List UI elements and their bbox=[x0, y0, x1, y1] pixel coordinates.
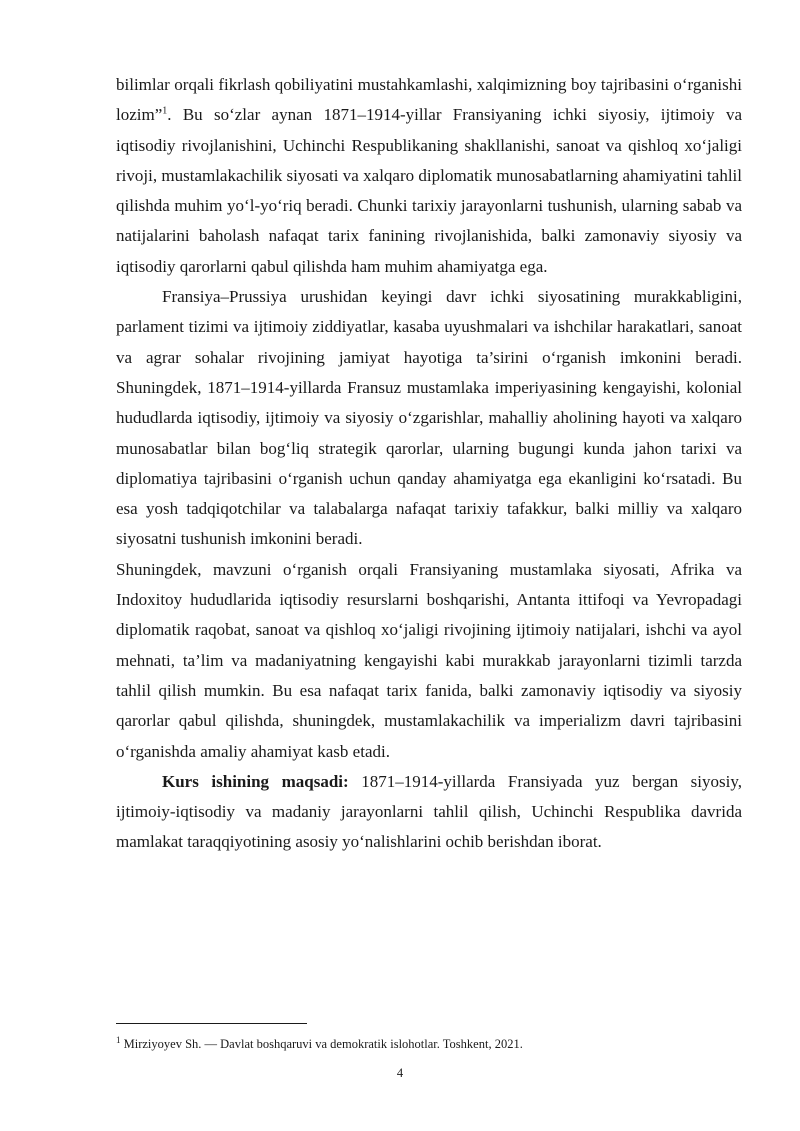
footnote-reference[interactable]: 1 bbox=[162, 105, 168, 117]
paragraph-1 bbox=[116, 70, 742, 282]
paragraph-1-rest: . Bu so‘zlar aynan 1871–1914-yillar Fransiyaning ichki siyosiy, ijtimoiy va iqtisodiy rivojlanishini, Uchinchi Respublikaning shakllanishi, sanoat va qishloq xo‘jaligi rivoji, mustamlakachilik siyosati va xalqaro diplomatik munosabatlarning ahamiyatini tahlil qilishda muhim yo‘l-yo‘riq beradi. Chunki tarixiy jarayonlarni tushunish, ularning sabab va natijalarini baholash nafaqat tarix fanining rivojlanishida, balki zamonaviy siyosiy va iqtisodiy qarorlarni qabul qilishda ham muhim ahamiyatga ega. bbox=[116, 105, 742, 276]
course-goal-text: 1871–1914-yillarda Fransiyada yuz bergan siyosiy, ijtimoiy-iqtisodiy va madaniy jarayonlarni tahlil qilish, Uchinchi Respublika davrida mamlakat taraqqiyotining asosiy yo‘nalishlarini ochib berishdan iborat. bbox=[116, 771, 742, 852]
paragraph-1-text: bilimlar orqali fikrlash qobiliyatini mustahkamlashi, xalqimizning boy tajribasini o‘rganishi lozim” bbox=[116, 75, 742, 125]
paragraph-3: Shuningdek, mavzuni o‘rganish orqali Fransiyaning mustamlaka siyosati, Afrika va Indoxitoy hududlarida iqtisodiy resurslarni boshqarishi, Antanta ittifoqi va Yevropadagi diplomatik raqobat, sanoat va qishloq xo‘jaligi rivojining ijtimoiy natijalari, ishchi va ayol mehnati, ta’lim va madaniyatning kengayishi kabi murakkab jarayonlarni tizimli tarzda tahlil qilish mumkin. Bu esa nafaqat tarix fanida, balki zamonaviy iqtisodiy va siyosiy qarorlar qabul qilishda, shuningdek, mustamlakachilik va imperializm davri tajribasini o‘rganishda amaliy ahamiyat kasb etadi. bbox=[116, 559, 742, 761]
document-body bbox=[116, 70, 742, 858]
paragraph-2: Fransiya–Prussiya urushidan keyingi davr ichki siyosatining murakkabligini, parlament tizimi va ijtimoiy ziddiyatlar, kasaba uyushmalari va ishchilar harakatlari, sanoat va agrar sohalar rivojining jamiyat hayotiga ta’sirini o‘rganish imkonini beradi. Shuningdek, 1871–1914-yillarda Fransuz mustamlaka imperiyasining kengayishi, kolonial hududlarda iqtisodiy, ijtimoiy va siyosiy o‘zgarishlar, mahalliy aholining hayoti va xalqaro munosabatlar bilan bog‘liq strategik qarorlar, ularning bugungi kunda jahon tarixi va diplomatiya tajribasini o‘rganish uchun qanday ahamiyatga ega ekanligini ko‘rsatadi. Bu esa yosh tadqiqotchilar va talabalarga nafaqat tarixiy tafakkur, balki milliy va xalqaro siyosatni tushunish imkonini beradi. bbox=[116, 287, 742, 549]
footnote-marker: 1 bbox=[116, 1034, 121, 1045]
page-number: 4 bbox=[396, 1066, 404, 1080]
footnote-text: Mirziyoyev Sh. — Davlat boshqaruvi va demokratik islohotlar. Toshkent, 2021. bbox=[120, 1037, 523, 1051]
paragraph-4 bbox=[116, 767, 742, 858]
footnote bbox=[116, 1036, 742, 1052]
footnote-separator bbox=[116, 1023, 307, 1024]
course-goal-label: Kurs ishining maqsadi: bbox=[162, 771, 349, 791]
